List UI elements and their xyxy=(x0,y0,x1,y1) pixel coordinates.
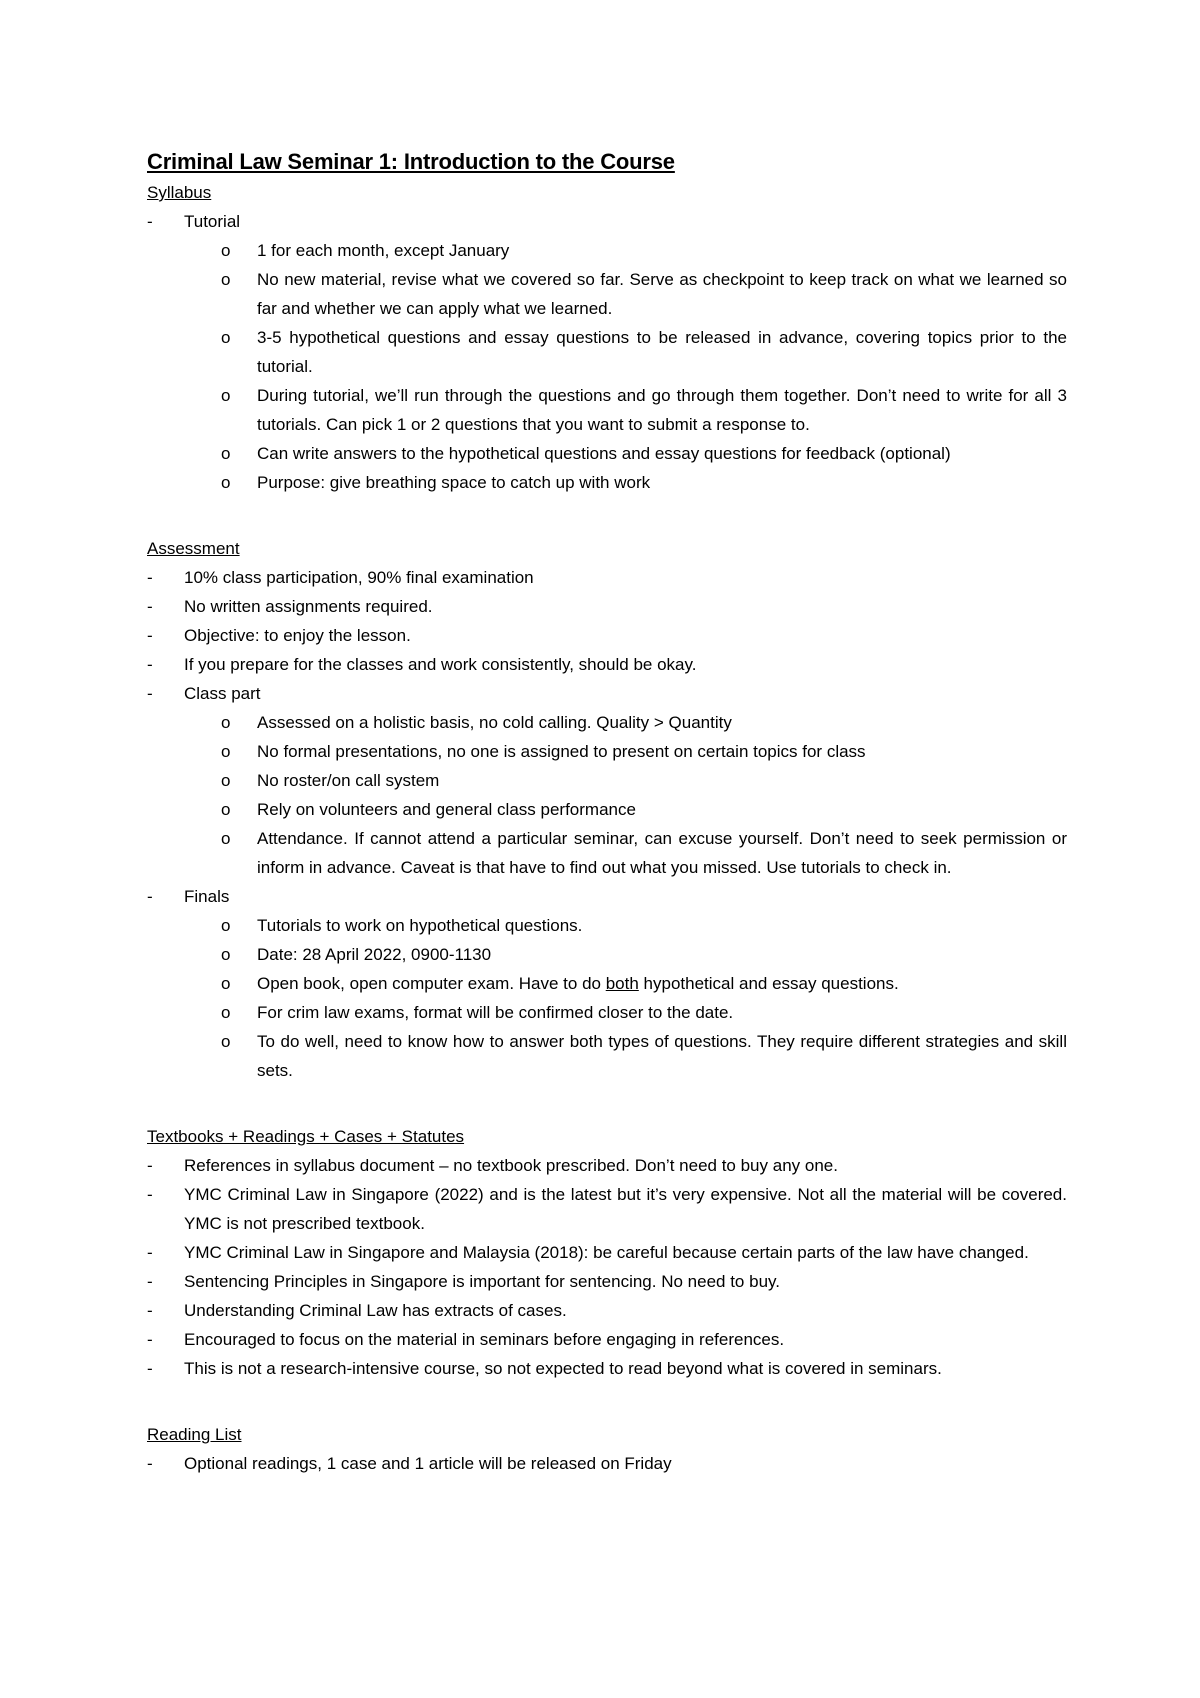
circle-bullet: o xyxy=(221,771,231,790)
emphasis-text: both xyxy=(605,974,639,993)
list-item-text: No new material, revise what we covered so far. Serve as checkpoint to keep track on what we learned so far and whether we can apply what we learned. xyxy=(257,270,1067,318)
document-title: Criminal Law Seminar 1: Introduction to the Course xyxy=(147,149,675,174)
list-item xyxy=(147,1180,1067,1238)
exam-date: Date: 28 April 2022, 0900-1130 xyxy=(257,945,492,964)
class-part-label: Class part xyxy=(184,684,261,703)
tutorial-label: Tutorial xyxy=(184,212,241,231)
list-item xyxy=(147,381,1067,439)
list-item-text: 3-5 hypothetical questions and essay questions to be released in advance, covering topics prior to the tutorial. xyxy=(257,328,1067,376)
list-item xyxy=(147,563,1067,592)
circle-bullet: o xyxy=(221,974,231,993)
list-item-text: No roster/on call system xyxy=(257,771,440,790)
list-item xyxy=(147,1238,1067,1267)
circle-bullet: o xyxy=(221,1003,231,1022)
list-item xyxy=(147,265,1067,323)
list-item xyxy=(147,1267,1067,1296)
document-page xyxy=(147,148,1067,1478)
list-item-text: Purpose: give breathing space to catch up with work xyxy=(257,473,651,492)
list-item xyxy=(147,1296,1067,1325)
list-item-text: Rely on volunteers and general class performance xyxy=(257,800,636,819)
textbooks-heading: Textbooks + Readings + Cases + Statutes xyxy=(147,1127,465,1146)
list-item xyxy=(147,911,1067,940)
list-item-text: Attendance. If cannot attend a particular seminar, can excuse yourself. Don’t need to seek permission or inform in advance. Caveat is that have to find out what you missed. Use tutorials to check in. xyxy=(257,829,1067,877)
list-item xyxy=(147,1449,1067,1478)
syllabus-heading: Syllabus xyxy=(147,183,212,202)
reading-list-section xyxy=(147,1420,1067,1478)
finals-sublist xyxy=(147,911,1067,1085)
textbooks-list xyxy=(147,1151,1067,1383)
list-item xyxy=(147,621,1067,650)
dash-bullet: - xyxy=(147,1330,153,1349)
list-item xyxy=(147,795,1067,824)
list-item xyxy=(147,323,1067,381)
list-item-text: Tutorials to work on hypothetical questions. xyxy=(257,916,583,935)
dash-bullet: - xyxy=(147,1301,153,1320)
circle-bullet: o xyxy=(221,829,231,848)
class-part-sublist xyxy=(147,708,1067,882)
list-item xyxy=(147,998,1067,1027)
dash-bullet: - xyxy=(147,1243,153,1262)
list-item xyxy=(147,1354,1067,1383)
finals-label: Finals xyxy=(184,887,230,906)
circle-bullet: o xyxy=(221,742,231,761)
list-item xyxy=(147,708,1067,737)
circle-bullet: o xyxy=(221,328,231,347)
list-item xyxy=(147,1151,1067,1180)
dash-bullet: - xyxy=(147,597,153,616)
list-item-text: Assessed on a holistic basis, no cold calling. Quality > Quantity xyxy=(257,713,732,732)
dash-bullet: - xyxy=(147,655,153,674)
dash-bullet: - xyxy=(147,887,153,906)
list-item-text: Can write answers to the hypothetical questions and essay questions for feedback (optional) xyxy=(257,444,951,463)
circle-bullet: o xyxy=(221,800,231,819)
list-item-text: hypothetical and essay questions. xyxy=(638,974,899,993)
list-item xyxy=(147,468,1067,497)
list-item-text: 1 for each month, except January xyxy=(257,241,510,260)
tutorial-sublist xyxy=(147,236,1067,497)
dash-bullet: - xyxy=(147,684,153,703)
list-item-text: YMC Criminal Law in Singapore (2022) and is the latest but it’s very expensive. Not all the material will be covered. YMC is not prescribed textbook. xyxy=(184,1185,1067,1233)
dash-bullet: - xyxy=(147,1454,153,1473)
circle-bullet: o xyxy=(221,386,231,405)
circle-bullet: o xyxy=(221,945,231,964)
list-item xyxy=(147,882,1067,1085)
circle-bullet: o xyxy=(221,270,231,289)
circle-bullet: o xyxy=(221,473,231,492)
list-item xyxy=(147,1027,1067,1085)
syllabus-section xyxy=(147,178,1067,497)
list-item-text: Understanding Criminal Law has extracts of cases. xyxy=(184,1301,567,1320)
list-item-text: No formal presentations, no one is assigned to present on certain topics for class xyxy=(257,742,866,761)
list-item-text: To do well, need to know how to answer both types of questions. They require different strategies and skill sets. xyxy=(257,1032,1067,1080)
dash-bullet: - xyxy=(147,1272,153,1291)
list-item xyxy=(147,236,1067,265)
list-item-text: During tutorial, we’ll run through the questions and go through them together. Don’t need to write for all 3 tutorials. Can pick 1 or 2 questions that you want to submit a response to. xyxy=(257,386,1067,434)
list-item xyxy=(147,737,1067,766)
list-item-text: Encouraged to focus on the material in seminars before engaging in references. xyxy=(184,1330,785,1349)
textbooks-section xyxy=(147,1122,1067,1383)
list-item xyxy=(147,1325,1067,1354)
reading-list xyxy=(147,1449,1067,1478)
assessment-section xyxy=(147,534,1067,1085)
list-item xyxy=(147,969,1067,998)
dash-bullet: - xyxy=(147,1359,153,1378)
list-item xyxy=(147,592,1067,621)
dash-bullet: - xyxy=(147,1156,153,1175)
list-item xyxy=(147,650,1067,679)
syllabus-list xyxy=(147,207,1067,497)
list-item-text: Open book, open computer exam. Have to do xyxy=(257,974,606,993)
list-item-text: If you prepare for the classes and work consistently, should be okay. xyxy=(184,655,697,674)
list-item-text: Sentencing Principles in Singapore is important for sentencing. No need to buy. xyxy=(184,1272,780,1291)
list-item-text: For crim law exams, format will be confirmed closer to the date. xyxy=(257,1003,734,1022)
list-item xyxy=(147,207,1067,497)
list-item-text: This is not a research-intensive course, so not expected to read beyond what is covered in seminars. xyxy=(184,1359,942,1378)
list-item-text: Objective: to enjoy the lesson. xyxy=(184,626,411,645)
dash-bullet: - xyxy=(147,568,153,587)
list-item-text: Optional readings, 1 case and 1 article will be released on Friday xyxy=(184,1454,672,1473)
assessment-heading: Assessment xyxy=(147,539,240,558)
circle-bullet: o xyxy=(221,713,231,732)
list-item xyxy=(147,940,1067,969)
list-item-text: 10% class participation, 90% final examination xyxy=(184,568,534,587)
dash-bullet: - xyxy=(147,1185,153,1204)
list-item xyxy=(147,439,1067,468)
list-item xyxy=(147,824,1067,882)
assessment-list xyxy=(147,563,1067,1085)
dash-bullet: - xyxy=(147,212,153,231)
list-item-text: YMC Criminal Law in Singapore and Malaysia (2018): be careful because certain parts of the law have changed. xyxy=(184,1243,1029,1262)
circle-bullet: o xyxy=(221,1032,231,1051)
list-item-text: References in syllabus document – no textbook prescribed. Don’t need to buy any one. xyxy=(184,1156,838,1175)
circle-bullet: o xyxy=(221,241,231,260)
list-item xyxy=(147,766,1067,795)
dash-bullet: - xyxy=(147,626,153,645)
list-item xyxy=(147,679,1067,882)
circle-bullet: o xyxy=(221,444,231,463)
circle-bullet: o xyxy=(221,916,231,935)
reading-list-heading: Reading List xyxy=(147,1425,242,1444)
list-item-text: No written assignments required. xyxy=(184,597,433,616)
